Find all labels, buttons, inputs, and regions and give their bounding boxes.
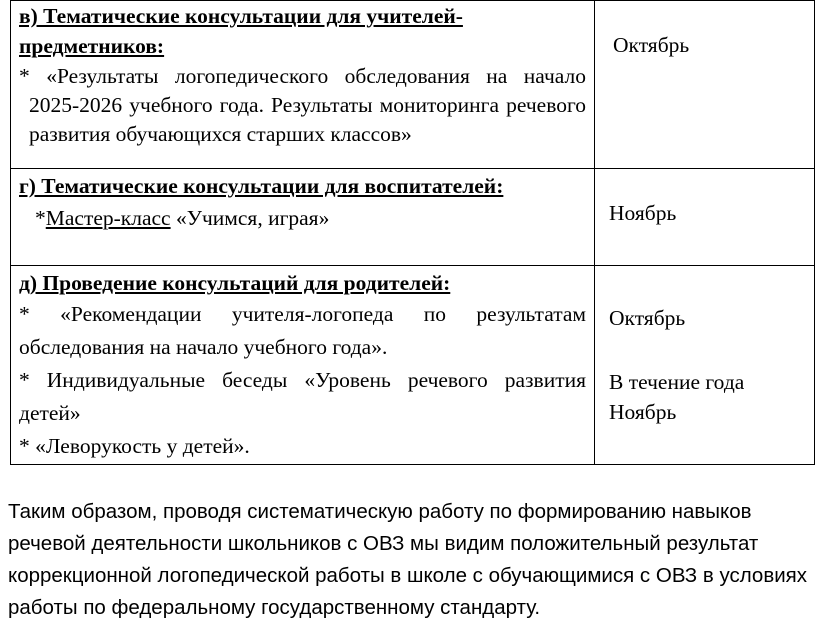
row-heading: д) Проведение консультаций для родителей: <box>19 271 451 295</box>
activity-item: * Индивидуальные беседы «Уровень речевого развития детей» <box>19 368 586 425</box>
activity-cell <box>11 169 595 266</box>
item-rest: «Учимся, играя» <box>170 206 330 230</box>
item-prefix: * <box>35 206 46 230</box>
date-cell <box>595 1 815 169</box>
date-value: Октябрь <box>609 306 686 330</box>
date-value: Октябрь <box>613 33 690 57</box>
activity-item: * «Результаты логопедического обследования на начало 2025-2026 учебного года. Результаты мониторинга речевого развития обучающихся старших классов» <box>19 64 586 146</box>
activity-cell <box>11 1 595 169</box>
table-row <box>11 266 815 465</box>
date-cell <box>595 169 815 266</box>
table-row <box>11 1 815 169</box>
activity-item <box>19 203 586 233</box>
row-heading: в) Тематические консультации для учителей-предметников: <box>19 4 463 58</box>
table-row <box>11 169 815 266</box>
consultation-plan-table <box>10 0 815 465</box>
date-cell <box>595 266 815 465</box>
date-value: Ноябрь <box>609 400 677 424</box>
summary-paragraph: Таким образом, проводя систематическую работу по формированию навыков речевой деятельности школьников с ОВЗ мы видим положительный результат коррекционной логопедической работы в школе с обучающимися с ОВЗ в условиях работы по федеральному государственному стандарту. <box>8 500 808 619</box>
activity-item: * «Рекомендации учителя-логопеда по результатам обследования на начало учебного года». <box>19 302 586 359</box>
date-value: В течение года <box>609 370 745 394</box>
row-heading: г) Тематические консультации для воспитателей: <box>19 174 504 198</box>
activity-item: * «Леворукость у детей». <box>19 434 250 458</box>
date-value: Ноябрь <box>609 201 677 225</box>
activity-cell <box>11 266 595 465</box>
master-class-label: Мастер-класс <box>45 206 171 230</box>
